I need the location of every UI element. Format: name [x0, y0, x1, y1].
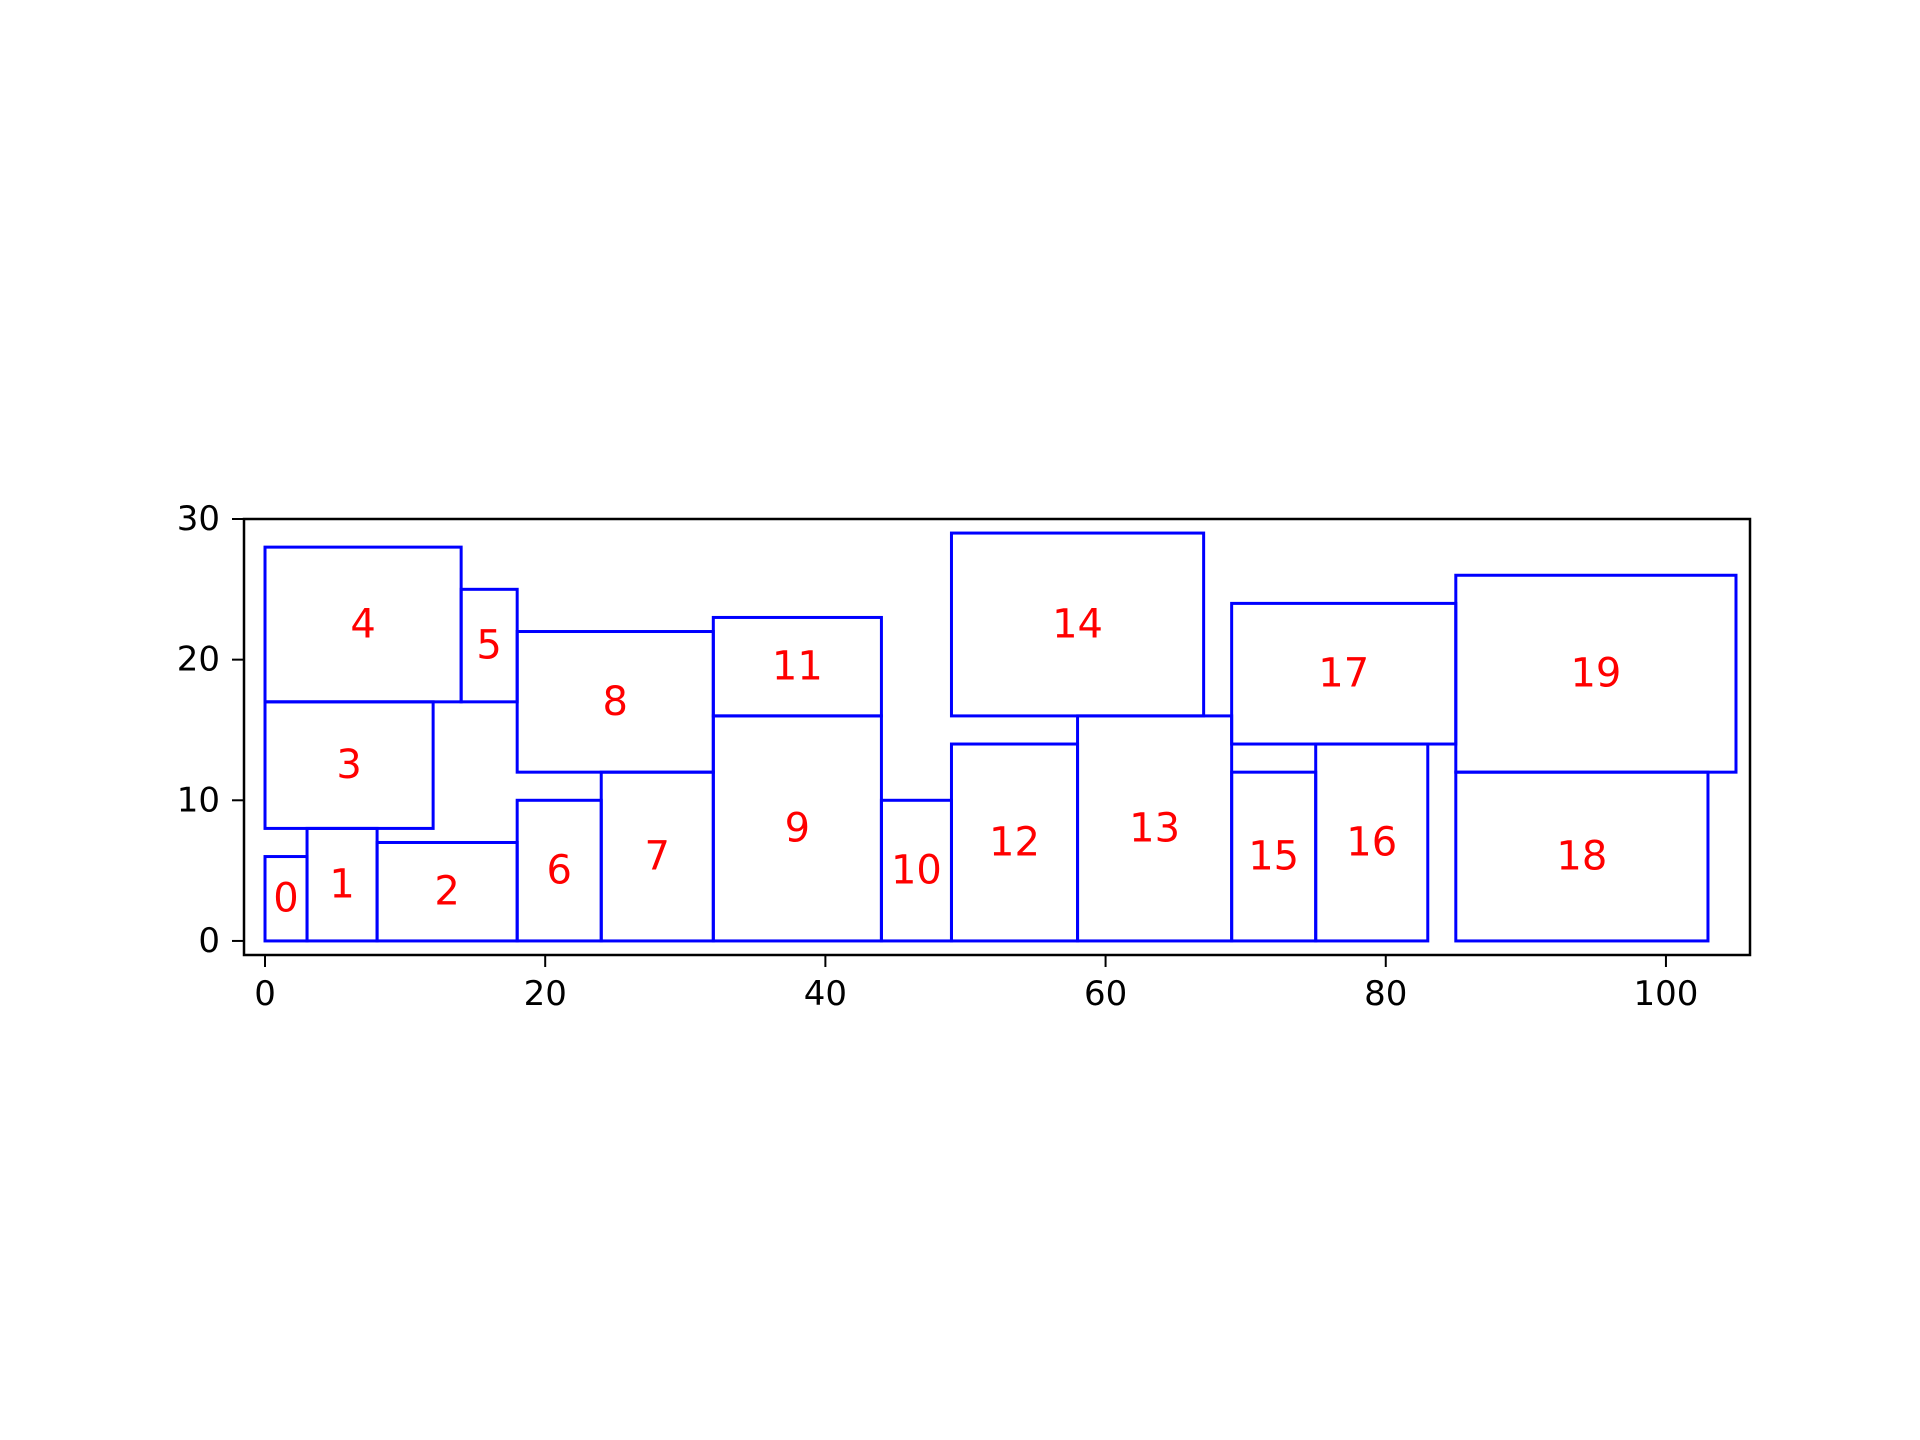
- rectangle-label: 9: [784, 805, 811, 852]
- rectangle-label: 8: [602, 678, 628, 725]
- rectangle-label: 13: [1129, 805, 1181, 852]
- rectangle-label: 7: [644, 833, 671, 880]
- rectangle-label: 3: [336, 742, 362, 789]
- rectangle-label: 19: [1570, 650, 1622, 697]
- rectangle-label: 6: [546, 847, 572, 894]
- y-tick-label: 0: [198, 920, 220, 961]
- rectangle-label: 18: [1556, 833, 1608, 880]
- rectangle-label: 17: [1318, 650, 1370, 697]
- x-tick-label: 100: [1633, 974, 1699, 1014]
- rectangle-label: 0: [273, 875, 299, 922]
- x-tick-label: 80: [1364, 974, 1408, 1014]
- y-tick-label: 30: [176, 499, 220, 539]
- rectangle-label: 11: [771, 643, 823, 690]
- y-tick-label: 10: [176, 780, 220, 821]
- rectangle-label: 4: [350, 601, 376, 648]
- x-tick-label: 20: [523, 974, 567, 1014]
- rectangle-label: 15: [1248, 833, 1300, 880]
- rectangle-label: 1: [329, 861, 355, 908]
- rectangle-label: 14: [1052, 601, 1104, 648]
- y-tick-label: 20: [176, 639, 220, 680]
- x-tick-label: 60: [1083, 974, 1128, 1014]
- rectangle-label: 5: [476, 622, 502, 669]
- rectangle-label: 16: [1346, 819, 1398, 866]
- rectangle-label: 10: [890, 847, 942, 894]
- rectangle-label: 12: [989, 819, 1040, 866]
- x-tick-label: 0: [254, 974, 276, 1014]
- rectangle-label: 2: [434, 868, 460, 915]
- x-tick-label: 40: [803, 974, 848, 1014]
